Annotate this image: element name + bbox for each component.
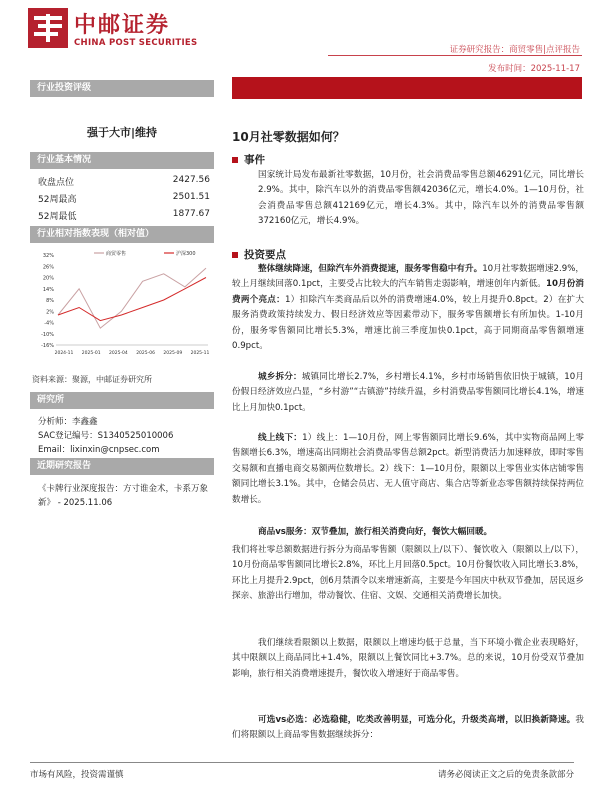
analyst-name: 分析师：李鑫鑫 bbox=[38, 417, 98, 427]
y-tick-label: -16% bbox=[41, 343, 54, 349]
point-5: 我们继续看限额以上数据，限额以上增速均低于总量，当下环境小微企业表现略好，其中限额以上商品同比+1.4%，限额以上餐饮同比+3.7%。总的来说，10月份受双节叠加影响，旅行相关消费增速提升，餐饮收入增速好于商品零售。 bbox=[232, 638, 584, 679]
recent-report-link[interactable]: 《卡牌行业深度报告：方寸谁金术，卡系万象新》 - 2025.11.06 bbox=[38, 484, 209, 508]
report-type: 证券研究报告：商贸零售|点评报告 bbox=[449, 45, 580, 55]
series-line-0 bbox=[58, 268, 206, 328]
report-title: 10月社零数据如何？ bbox=[232, 130, 345, 144]
point-2: 城乡拆分：城镇同比增长2.7%，乡村增长4.1%，乡村市场销售依旧快于城镇，10月份假日经济效应凸显，“乡村游”“古镇游”持续升温，乡村消费品零售额同比增长4.1%，增速比上月加快0.1pct。 bbox=[232, 372, 584, 413]
x-tick-label: 2025-04 bbox=[108, 351, 128, 356]
header-divider bbox=[328, 55, 582, 56]
industry-rating: 强于大市|维持 bbox=[86, 126, 158, 139]
analyst-header: 研究所 bbox=[30, 392, 214, 409]
event-paragraph: 国家统计局发布最新社零数据，10月份，社会消费品零售总额46291亿元，同比增长2.9%。其中，除汽车以外的消费品零售额42036亿元，增长4.0%。1—10月份，社会消费品零售总额412169亿元，增长4.3%。其中，除汽车以外的消费品零售额372160亿元，增长4.9%。 bbox=[258, 170, 584, 227]
footer-disclaimer: 请务必阅读正文之后的免责条款部分 bbox=[437, 770, 574, 780]
title-band bbox=[232, 77, 582, 99]
y-tick-label: 20% bbox=[42, 275, 54, 282]
company-logo bbox=[28, 6, 218, 52]
footer-divider bbox=[30, 762, 574, 763]
company-name-cn: 中邮证券 bbox=[74, 13, 171, 38]
legend-label: 沪深300 bbox=[176, 251, 196, 257]
legend-label: 商贸零售 bbox=[106, 251, 127, 257]
performance-header: 行业相对指数表现（相对值） bbox=[30, 226, 214, 243]
y-tick-label: 32% bbox=[42, 253, 54, 259]
company-name-en: CHINA POST SECURITIES bbox=[74, 38, 198, 48]
point-4: 商品vs服务：双节叠加，旅行相关消费向好，餐饮大幅回暖。 bbox=[258, 527, 493, 537]
y-tick-label: -4% bbox=[44, 320, 54, 327]
y-tick-label: 14% bbox=[42, 286, 54, 293]
y-tick-label: 8% bbox=[46, 298, 54, 304]
y-tick-label: 2% bbox=[46, 309, 54, 316]
recent-reports-header: 近期研究报告 bbox=[30, 458, 214, 475]
data-source: 资料来源：聚源，中邮证券研究所 bbox=[32, 375, 152, 384]
basics-row: 52周最低 1877.67 bbox=[38, 209, 210, 222]
x-tick-label: 2025-06 bbox=[136, 351, 156, 356]
basics-row: 52周最高 2501.51 bbox=[38, 192, 210, 205]
analyst-sac: SAC登记编号：S1340525010006 bbox=[38, 431, 174, 441]
footer-risk-note: 市场有风险，投资需谨慎 bbox=[30, 770, 124, 780]
y-tick-label: 26% bbox=[42, 264, 54, 271]
basics-row: 收盘点位 2427.56 bbox=[38, 175, 210, 188]
x-tick-label: 2025-11 bbox=[190, 351, 210, 356]
relative-performance-chart bbox=[34, 247, 214, 365]
y-tick-label: -10% bbox=[41, 331, 54, 338]
point-6: 可选vs必选：必选稳健，吃类改善明显，可选分化，升级类高增，以旧换新降速。我们将限额以上商品零售数据继续拆分： bbox=[232, 715, 584, 741]
x-tick-label: 2024-11 bbox=[54, 351, 74, 356]
basics-header: 行业基本情况 bbox=[30, 152, 214, 169]
point-4-body: 我们将社零总额数据进行拆分为商品零售额（限额以上/以下）、餐饮收入（限额以上/以下），10月份商品零售额同比增长2.8%，环比上月回落0.5pct。10月份餐饮收入同比增长3.8%，环比上月提升2.9pct，创6月禁酒令以来增速新高，主要是今年国庆中秋双节叠加，居民返乡探亲、旅游出行增加，带动餐饮、住宿、文娱、交通相关消费增长加快。 bbox=[232, 545, 584, 602]
point-3: 线上线下：1）线上：1—10月份，网上零售额同比增长9.6%，其中实物商品网上零售额增长6.3%，增速高出同期社会消费品零售总额2pct。新型消费活力加速释放，即时零售交易额和直播电商交易额两位数增长。2）线下：1—10月份，限额以上零售业实体店铺零售额同比增长3.1%。其中，仓储会员店、无人值守商店、集合店等新业态零售额持续保持两位数增长。 bbox=[232, 433, 584, 505]
publish-time: 发布时间：2025-11-17 bbox=[488, 64, 580, 74]
rating-header: 行业投资评级 bbox=[30, 80, 214, 97]
china-post-logo-icon bbox=[28, 8, 68, 48]
x-tick-label: 2025-09 bbox=[163, 351, 183, 356]
points-heading: 投资要点 bbox=[232, 247, 286, 262]
analyst-email[interactable]: Email：lixinxin@cnpsec.com bbox=[38, 445, 160, 455]
x-tick-label: 2025-01 bbox=[81, 351, 101, 356]
event-heading: 事件 bbox=[232, 152, 265, 167]
series-line-1 bbox=[58, 278, 206, 321]
point-1: 整体继续降速，但除汽车外消费提速，服务零售稳中有升。10月社零数据增速2.9%，较上月继续回落0.1pct，主要受占比较大的汽车销售走弱影响，增速创年内新低。10月份消费两个亮点：1）扣除汽车类商品后以外的消费增速4.0%，较上月提升0.8pct。2）在扩大服务消费政策持续发力、假日经济效应等因素带动下，服务零售额增长有所加快。1-10月份，服务零售额同比增长5.3%，增速比前三季度加快0.1pct，高于同期商品零售额增速0.9pct。 bbox=[232, 264, 585, 352]
